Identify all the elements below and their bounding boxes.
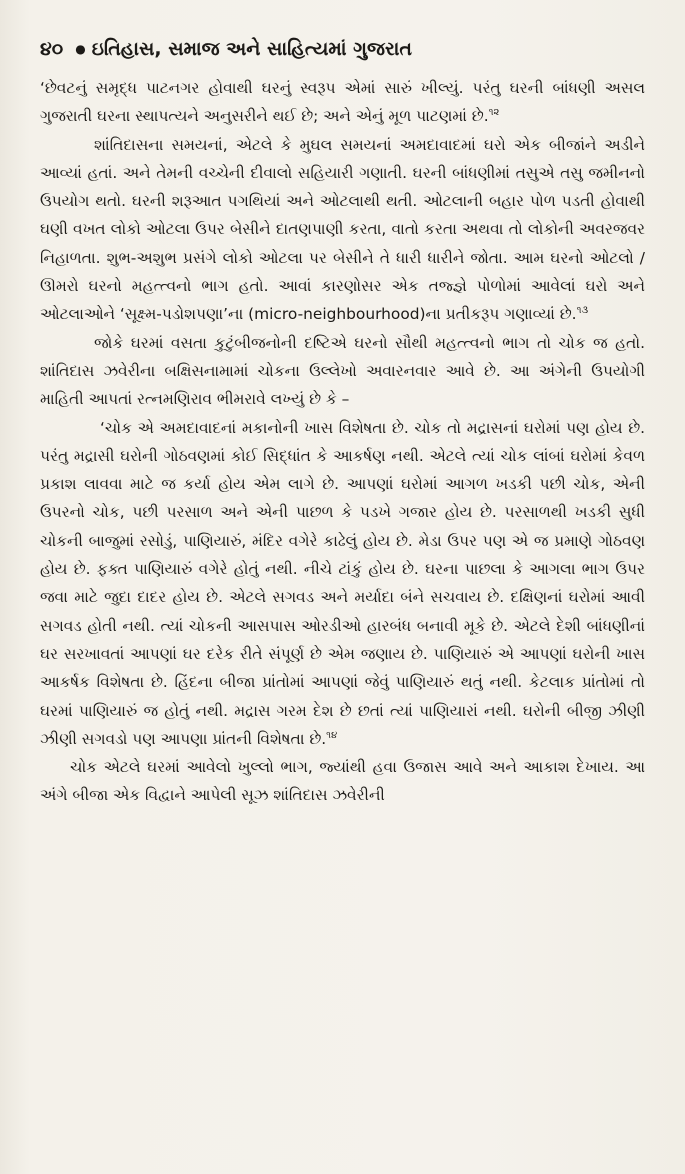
paragraph-text: શાંતિદાસના સમયનાં, એટલે કે મુઘલ સમયનાં અમદાવાદમાં ઘરો એક બીજાંને અડીને આવ્યાં હતાં. અને તેમની વચ્ચેની દીવાલો સહિયારી ગણાતી. ઘરની બાંધણીમાં તસુએ તસુ જમીનનો ઉપયોગ થતો. ઘરની શરૂઆત પગથિયાં અને ઓટલાથી થતી. ઓટલાની બહાર પોળ પડતી હોવાથી ઘણી વખત લોકો ઓટલા ઉપર બેસીને દાતણપાણી કરતા, વાતો કરતા અથવા તો લોકોની અવરજવર નિહાળતા. શુભ-અશુભ પ્રસંગે લોકો ઓટલા પર બેસીને તે ધારી ધારીને જોતા. આમ ઘરનો ઓટલો / ઊમરો ઘરનો મહત્ત્વનો ભાગ હતો. આવાં કારણોસર એક તજ્જ્ઞે પોળોમાં આવેલાં ઘરો અને ઓટલાઓને ‘સૂક્ષ્મ-પડોશપણા’ના (micro-neighbourhood)ના પ્રતીકરૂપ ગણાવ્યાં છે. — [40, 135, 645, 324]
paragraph-3 — [40, 329, 645, 414]
paragraph-5 — [40, 753, 645, 810]
header-separator-icon: ● — [75, 42, 86, 56]
paragraph-2 — [40, 131, 645, 329]
paragraph-text: ચોક એટલે ઘરમાં આવેલો ખુલ્લો ભાગ, જ્યાંથી હવા ઉજાસ આવે અને આકાશ દેખાય. આ અંગે બીજા એક વિદ્વાને આપેલી સૂઝ શાંતિદાસ ઝવેરીની — [40, 758, 645, 805]
block-quote — [40, 414, 645, 754]
footnote-ref: ૧૨ — [488, 107, 500, 119]
running-header — [40, 38, 645, 60]
paragraph-text: ‘ચોક એ અમદાવાદનાં મકાનોની ખાસ વિશેષતા છે. ચોક તો મદ્રાસનાં ઘરોમાં પણ હોય છે. પરંતુ મદ્રાસી ઘરોની ગોઠવણમાં કોઈ સિદ્ધાંત કે આકર્ષણ નથી. એટલે ત્યાં ચોક લાંબાં ઘરોમાં કેવળ પ્રકાશ લાવવા માટે જ કર્યા હોય એમ લાગે છે. આપણાં ઘરોમાં આગળ ખડકી પછી ચોક, એની ઉપરનો ચોક, પછી પરસાળ અને એની પાછળ કે પડખે ગજાર હોય છે. પરસાળથી ખડકી સુધી ચોકની બાજુમાં રસોડું, પાણિયારું, મંદિર વગેરે કાઢેલું હોય છે. મેડા ઉપર પણ એ જ પ્રમાણે ગોઠવણ હોય છે. ફક્ત પાણિયારું વગેરે હોતું નથી. નીચે ટાંકું હોય છે. ઘરના પાછલા કે આગલા ભાગ ઉપર જવા માટે જુદા દાદર હોય છે. એટલે સગવડ અને મર્યાદા બંને સચવાય છે. દક્ષિણનાં ઘરોમાં આવી સગવડ હોતી નથી. ત્યાં ચોકની આસપાસ ઓરડીઓ હારબંધ બનાવી મૂકે છે. એટલે દેશી બાંધણીનાં ઘર સરખાવતાં આપણાં ઘર દરેક રીતે સંપૂર્ણ છે એમ જણાય છે. પાણિયારું એ આપણાં ઘરોની ખાસ આકર્ષક વિશેષતા છે. હિંદના બીજા પ્રાંતોમાં આપણાં જેવું પાણિયારું થતું નથી. કેટલાક પ્રાંતોમાં તો ઘરમાં પાણિયારું જ હોતું નથી. મદ્રાસ ગરમ દેશ છે છતાં ત્યાં પાણિયારાં નથી. ઘરોની બીજી ઝીણી ઝીણી સગવડો પણ આપણા પ્રાંતની વિશેષતા છે. — [40, 418, 645, 748]
paragraph-text: ‘છેવટનું સમૃદ્ધ પાટનગર હોવાથી ઘરનું સ્વરૂપ એમાં સારું ખીલ્યું. પરંતુ ઘરની બાંધણી અસલ ગુજરાતી ઘરના સ્થાપત્યને અનુસરીને થઈ છે; અને એનું મૂળ પાટણમાં છે. — [40, 79, 645, 126]
paragraph-text: જોકે ઘરમાં વસતા કુટુંબીજનોની દષ્ટિએ ઘરનો સૌથી મહત્ત્વનો ભાગ તો ચોક જ હતો. શાંતિદાસ ઝવેરીના બક્ષિસનામામાં ચોકના ઉલ્લેખો અવારનવાર આવે છે. આ અંગેની ઉપયોગી માહિતી આપતાં રત્નમણિરાવ ભીમરાવે લખ્યું છે કે – — [40, 333, 645, 409]
book-title: ઇતિહાસ, સમાજ અને સાહિત્યમાં ગુજરાત — [91, 38, 413, 60]
page-body — [40, 74, 645, 810]
footnote-ref: ૧૩ — [576, 305, 589, 317]
page-number: ૪૦ — [40, 38, 64, 60]
footnote-ref: ૧૪ — [326, 729, 338, 741]
paragraph-1 — [40, 74, 645, 131]
